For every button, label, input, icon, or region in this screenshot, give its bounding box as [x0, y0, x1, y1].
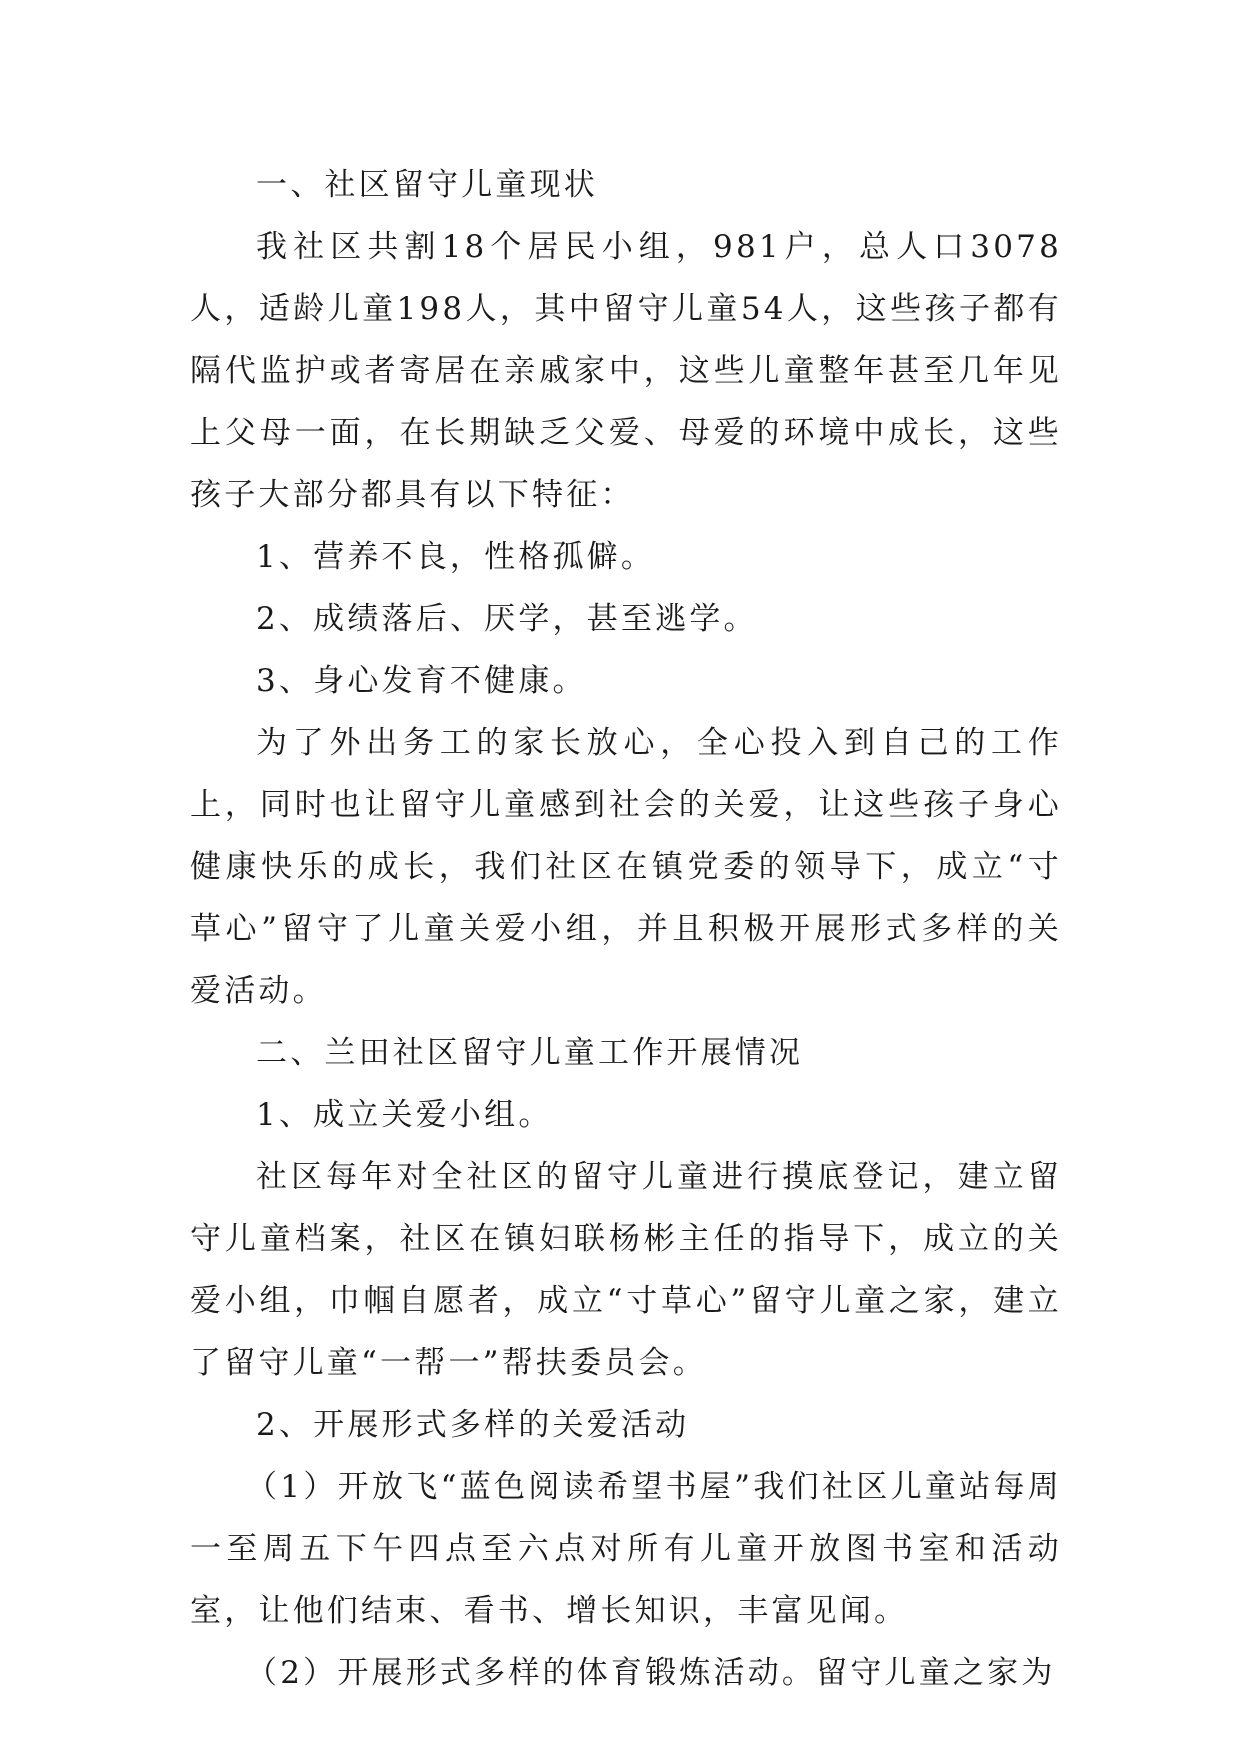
paragraph-care-group-purpose: 为了外出务工的家长放心，全心投入到自己的工作上，同时也让留守儿童感到社会的关爱，让这些孩子身心健康快乐的成长，我们社区在镇党委的领导下，成立“寸草心”留守了儿童关爱小组，并且积极开展形式多样的关爱活动。 [190, 725, 1062, 1009]
subheading-care-activities: 2、开展形式多样的关爱活动 [256, 1407, 690, 1443]
subheading-establish-care-group: 1、成立关爱小组。 [256, 1097, 553, 1133]
paragraph-sports-activities: （2）开展形式多样的体育锻炼活动。留守儿童之家为 [246, 1655, 1056, 1691]
section-heading-work-progress: 二、兰田社区留守儿童工作开展情况 [256, 1035, 804, 1071]
document-body [190, 154, 1062, 1704]
list-item-feature-2: 2、成绩落后、厌学，甚至逃学。 [256, 601, 758, 637]
list-item-feature-3: 3、身心发育不健康。 [256, 663, 587, 699]
paragraph-registration-records: 社区每年对全社区的留守儿童进行摸底登记，建立留守儿童档案，社区在镇妇联杨彬主任的指导下，成立的关爱小组，巾帼自愿者，成立“寸草心”留守儿童之家，建立了留守儿童“一帮一”帮扶委员会。 [190, 1159, 1062, 1381]
section-heading-current-situation: 一、社区留守儿童现状 [256, 167, 598, 203]
paragraph-community-overview: 我社区共割18个居民小组，981户，总人口3078人，适龄儿童198人，其中留守儿童54人，这些孩子都有隔代监护或者寄居在亲戚家中，这些儿童整年甚至几年见上父母一面，在长期缺乏父爱、母爱的环境中成长，这些孩子大部分都具有以下特征： [190, 229, 1062, 513]
list-item-feature-1: 1、营养不良，性格孤僻。 [256, 539, 656, 575]
paragraph-reading-house: （1）开放飞“蓝色阅读希望书屋”我们社区儿童站每周一至周五下午四点至六点对所有儿童开放图书室和活动室，让他们结束、看书、增长知识，丰富见闻。 [190, 1469, 1062, 1629]
